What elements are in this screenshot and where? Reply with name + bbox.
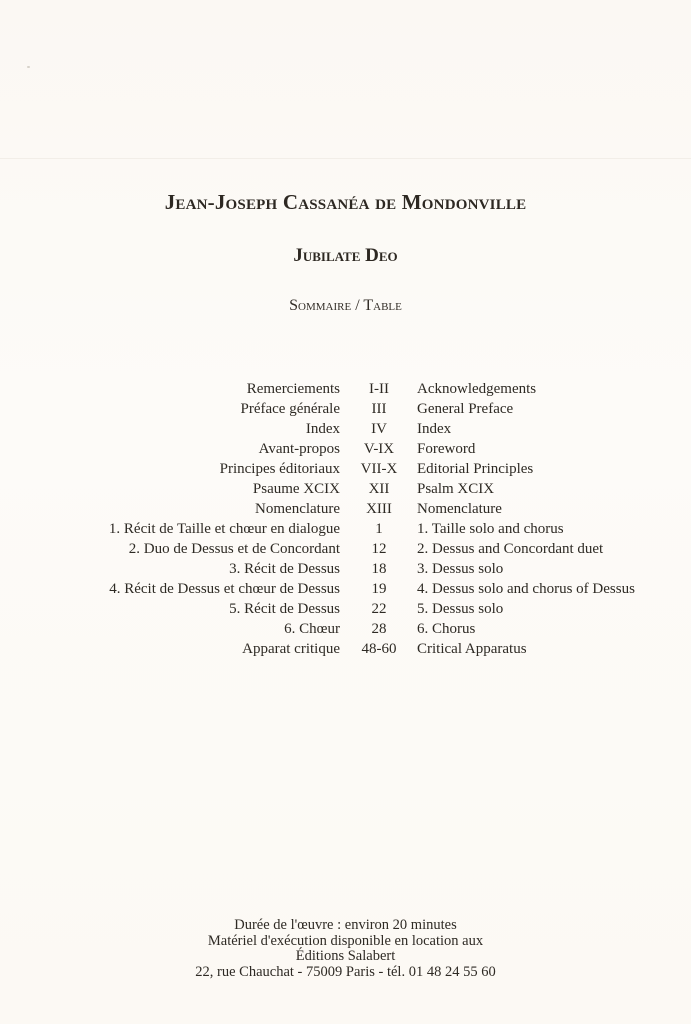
- toc-row: [0, 599, 691, 619]
- toc-french-title: Avant-propos: [258, 441, 340, 457]
- toc-french-title: Préface générale: [240, 401, 340, 417]
- toc-french-title: 2. Duo de Dessus et de Concordant: [128, 541, 340, 557]
- work-title: Jubilate Deo: [293, 245, 398, 266]
- toc-row: [0, 559, 691, 579]
- toc-english-title: Editorial Principles: [417, 461, 534, 477]
- toc-page-number: 1: [375, 521, 383, 537]
- toc-english-title: 4. Dessus solo and chorus of Dessus: [417, 581, 635, 597]
- toc-english-title: Critical Apparatus: [417, 641, 527, 657]
- toc-french-title: Psaume XCIX: [252, 481, 340, 497]
- summary-heading: Sommaire / Table: [289, 297, 402, 314]
- paper-fold-line: [0, 158, 691, 159]
- duration-note: Durée de l'œuvre : environ 20 minutes: [234, 917, 457, 933]
- toc-page-number: 22: [371, 601, 387, 617]
- toc-french-title: 1. Récit de Taille et chœur en dialogue: [108, 521, 340, 537]
- toc-row: [0, 439, 691, 459]
- table-of-contents: [0, 379, 691, 659]
- toc-row: [0, 479, 691, 499]
- toc-row: [0, 399, 691, 419]
- toc-page-number: XIII: [366, 501, 392, 517]
- toc-french-title: Apparat critique: [242, 641, 340, 657]
- toc-row: [0, 639, 691, 659]
- toc-english-title: 5. Dessus solo: [417, 601, 504, 617]
- toc-english-title: 3. Dessus solo: [417, 561, 504, 577]
- toc-page-number: 48-60: [361, 641, 397, 657]
- toc-page-number: V-IX: [363, 441, 395, 457]
- rental-note: Matériel d'exécution disponible en location aux: [207, 932, 484, 949]
- toc-english-title: 2. Dessus and Concordant duet: [417, 541, 604, 557]
- toc-french-title: 6. Chœur: [284, 621, 340, 637]
- toc-french-title: Nomenclature: [255, 501, 340, 517]
- toc-page-number: III: [371, 401, 387, 417]
- toc-row: [0, 519, 691, 539]
- toc-english-title: Nomenclature: [417, 501, 502, 517]
- toc-page-number: IV: [371, 421, 387, 437]
- toc-french-title: 3. Récit de Dessus: [229, 561, 340, 577]
- toc-row: [0, 539, 691, 559]
- toc-french-title: Remerciements: [246, 381, 340, 397]
- toc-page-number: 28: [371, 621, 387, 637]
- toc-french-title: 4. Récit de Dessus et chœur de Dessus: [109, 581, 340, 597]
- toc-row: [0, 499, 691, 519]
- toc-page-number: XII: [368, 481, 390, 497]
- publisher-name: Éditions Salabert: [295, 948, 396, 964]
- toc-page-number: 12: [371, 541, 387, 557]
- toc-english-title: Foreword: [417, 441, 476, 457]
- toc-row: [0, 419, 691, 439]
- toc-english-title: General Preface: [417, 401, 514, 417]
- paper-speck: [27, 66, 30, 68]
- toc-row: [0, 579, 691, 599]
- toc-page-number: I-II: [369, 381, 389, 397]
- toc-english-title: 6. Chorus: [417, 621, 476, 637]
- publication-footer: [0, 918, 691, 980]
- toc-english-title: Psalm XCIX: [417, 481, 495, 497]
- toc-page-number: VII-X: [360, 461, 398, 477]
- toc-english-title: Acknowledgements: [417, 381, 537, 397]
- publisher-address: 22, rue Chauchat - 75009 Paris - tél. 01 48 24 55 60: [195, 963, 496, 980]
- toc-page-number: 19: [371, 581, 387, 597]
- toc-row: [0, 459, 691, 479]
- toc-row: [0, 379, 691, 399]
- toc-english-title: 1. Taille solo and chorus: [417, 521, 564, 537]
- composer-name: Jean-Joseph Cassanéa de Mondonville: [164, 190, 527, 214]
- toc-french-title: Principes éditoriaux: [219, 461, 340, 477]
- toc-french-title: 5. Récit de Dessus: [229, 601, 340, 617]
- toc-page-number: 18: [371, 561, 387, 577]
- toc-english-title: Index: [417, 421, 452, 437]
- toc-row: [0, 619, 691, 639]
- toc-french-title: Index: [305, 421, 340, 437]
